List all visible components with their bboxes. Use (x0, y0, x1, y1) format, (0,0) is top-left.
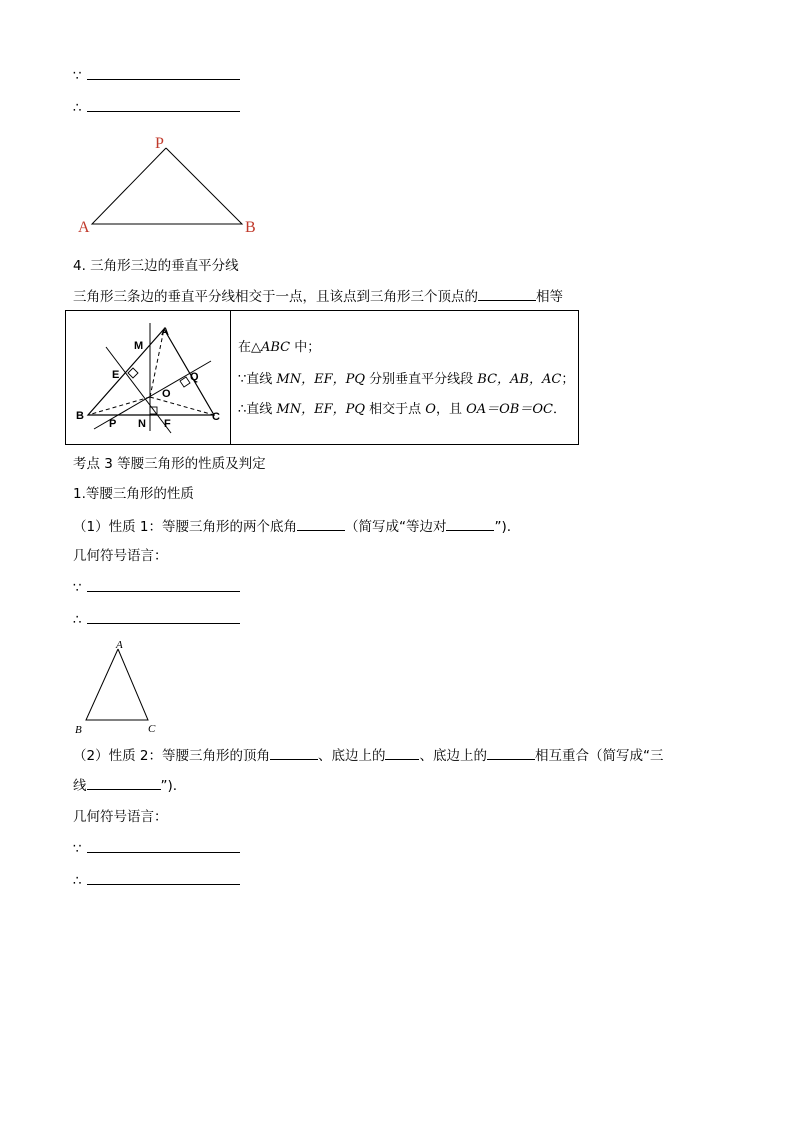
answer-blank[interactable] (87, 610, 240, 624)
therefore-symbol: ∴ (73, 100, 82, 116)
vertex-label-p: P (155, 135, 164, 152)
answer-blank[interactable] (87, 66, 240, 80)
property1-line: （1）性质 1：等腰三角形的两个底角 （简写成“等边对 ”). (73, 519, 512, 535)
triangle-abc-outline (86, 649, 148, 720)
therefore-symbol: ∴ (73, 873, 82, 889)
box-divider (230, 311, 231, 444)
answer-blank[interactable] (87, 839, 240, 853)
because-line-2 (73, 578, 240, 597)
therefore-line-2 (73, 610, 240, 629)
answer-blank[interactable] (385, 746, 419, 760)
vertex-label-c: C (148, 723, 156, 735)
because-line-1 (73, 66, 240, 85)
isosceles-triangle-figure (70, 636, 170, 738)
sub1-title: 1.等腰三角形的性质 (73, 486, 194, 502)
label-a: A (161, 326, 169, 338)
vertex-label-b: B (245, 219, 256, 236)
kaodian3-title: 考点 3 等腰三角形的性质及判定 (73, 456, 266, 472)
vertex-label-a: A (116, 639, 123, 651)
answer-blank[interactable] (478, 287, 536, 301)
answer-blank[interactable] (87, 776, 161, 790)
geo-lang-label-1: 几何符号语言： (73, 548, 168, 564)
perpendicular-bisector-box (65, 310, 579, 445)
segment-oa (150, 329, 164, 397)
segment-oc (150, 397, 214, 415)
label-o: O (162, 388, 171, 400)
answer-blank[interactable] (270, 746, 318, 760)
vertex-label-a: A (78, 219, 90, 236)
vertex-label-b: B (75, 724, 82, 736)
label-n: N (138, 418, 146, 430)
answer-blank[interactable] (297, 517, 345, 531)
answer-blank[interactable] (487, 746, 535, 760)
property2-line-2: 线 ”). (73, 778, 178, 794)
because-symbol: ∵ (73, 841, 82, 857)
therefore-line-3 (73, 871, 240, 890)
triangle-pab-figure (70, 128, 270, 240)
right-angle-e (128, 368, 138, 378)
label-p: P (109, 418, 117, 430)
label-f: F (164, 418, 171, 430)
box-line-2: ∵直线 MN，EF，PQ 分别垂直平分线段 BC，AB，AC； (238, 372, 575, 387)
geo-lang-label-2: 几何符号语言： (73, 809, 168, 825)
perpendicular-bisector-figure (66, 311, 230, 444)
because-line-3 (73, 839, 240, 858)
box-line-3: ∴直线 MN，EF，PQ 相交于点 O，且 OA＝OB＝OC． (238, 402, 566, 417)
label-e: E (112, 369, 120, 381)
answer-blank[interactable] (87, 578, 240, 592)
box-line-1: 在△ABC 中； (238, 340, 321, 355)
answer-blank[interactable] (87, 98, 240, 112)
section4-statement: 三角形三条边的垂直平分线相交于一点，且该点到三角形三个顶点的 相等 (73, 289, 563, 305)
because-symbol: ∵ (73, 580, 82, 596)
segment-ob (88, 397, 150, 415)
answer-blank[interactable] (87, 871, 240, 885)
property2-line: （2）性质 2：等腰三角形的顶角 、底边上的 、底边上的 相互重合（简写成“三 (73, 748, 664, 764)
label-q: Q (190, 371, 199, 383)
label-b: B (76, 410, 84, 422)
answer-blank[interactable] (446, 517, 494, 531)
because-symbol: ∵ (73, 68, 82, 84)
label-c: C (212, 411, 220, 423)
triangle-pab-outline (92, 148, 242, 224)
section4-title: 4. 三角形三边的垂直平分线 (73, 258, 239, 274)
label-m: M (134, 340, 144, 352)
therefore-symbol: ∴ (73, 612, 82, 628)
therefore-line-1 (73, 98, 240, 117)
